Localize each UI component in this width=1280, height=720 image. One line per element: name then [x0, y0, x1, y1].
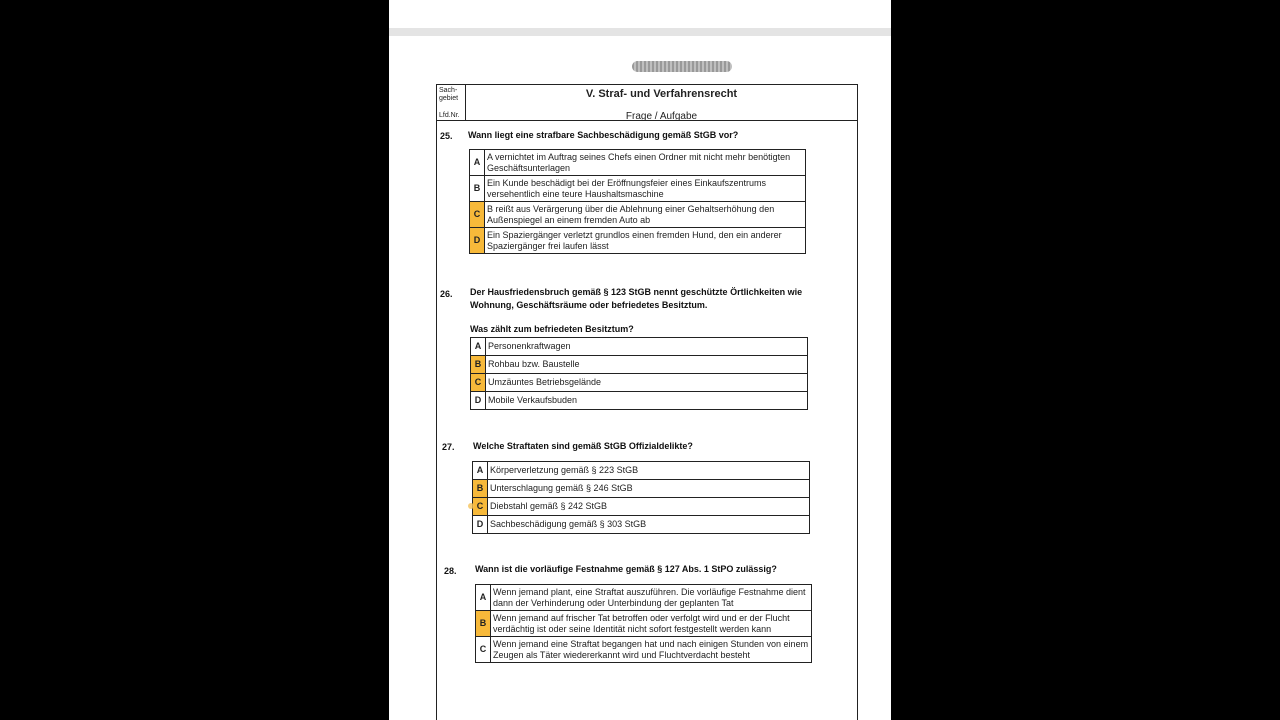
viewer-toolbar-strip [389, 28, 891, 36]
question-26-options [470, 337, 808, 410]
option-row[interactable] [470, 228, 806, 254]
option-letter: B [470, 176, 485, 202]
option-row[interactable] [471, 392, 808, 410]
option-text: Wenn jemand eine Straftat begangen hat und nach einigen Stunden von einem Zeugen als Täter wiedererkannt wird und Fluchtverdacht besteht [491, 637, 812, 663]
question-28-text: Wann ist die vorläufige Festnahme gemäß § 127 Abs. 1 StPO zulässig? [475, 564, 777, 574]
sachgebiet-label-2: gebiet [439, 95, 459, 102]
question-25-text: Wann liegt eine strafbare Sachbeschädigung gemäß StGB vor? [468, 130, 739, 140]
redacted-scribble [632, 61, 732, 72]
option-row[interactable] [476, 611, 812, 637]
option-row[interactable] [473, 480, 810, 498]
option-row[interactable] [476, 637, 812, 663]
question-25-options [469, 149, 806, 254]
option-text: Rohbau bzw. Baustelle [486, 356, 808, 374]
option-row[interactable] [473, 462, 810, 480]
option-row[interactable] [473, 516, 810, 534]
option-text: Mobile Verkaufsbuden [486, 392, 808, 410]
question-26-text: Der Hausfriedensbruch gemäß § 123 StGB nennt geschützte Örtlichkeiten wie Wohnung, Geschäftsräume oder befriedetes Besitztum. [470, 287, 803, 310]
question-27-number: 27. [442, 442, 455, 452]
highlighter-smudge [468, 503, 474, 509]
lfdnr-label: Lfd.Nr. [439, 112, 460, 119]
option-row[interactable] [470, 150, 806, 176]
option-letter: C [476, 637, 491, 663]
option-text: Unterschlagung gemäß § 246 StGB [488, 480, 810, 498]
question-27-text: Welche Straftaten sind gemäß StGB Offizialdelikte? [473, 441, 693, 451]
option-text: A vernichtet im Auftrag seines Chefs einen Ordner mit nicht mehr benötigten Geschäftsunterlagen [485, 150, 806, 176]
option-letter: A [471, 338, 486, 356]
option-text: Diebstahl gemäß § 242 StGB [488, 498, 810, 516]
document-header [436, 84, 858, 121]
option-text: Sachbeschädigung gemäß § 303 StGB [488, 516, 810, 534]
option-text: Umzäuntes Betriebsgelände [486, 374, 808, 392]
option-letter: D [473, 516, 488, 534]
option-letter: A [470, 150, 485, 176]
option-row[interactable] [471, 338, 808, 356]
question-25-number: 25. [440, 131, 453, 141]
option-row[interactable] [471, 374, 808, 392]
option-letter-highlighted: B [473, 480, 488, 498]
frame-left-line [436, 121, 437, 720]
header-left-cell [437, 85, 466, 120]
question-26-number: 26. [440, 289, 453, 299]
question-28-options [475, 584, 812, 663]
option-letter-highlighted: C [473, 498, 488, 516]
frame-right-line [857, 121, 858, 720]
option-letter-highlighted: B [476, 611, 491, 637]
page-subtitle: Frage / Aufgabe [625, 111, 698, 122]
option-text: B reißt aus Verärgerung über die Ablehnung einer Gehaltserhöhung den Außenspiegel an einem fremden Auto ab [485, 202, 806, 228]
question-27-options [472, 461, 810, 534]
option-letter-highlighted: C [470, 202, 485, 228]
option-text: Personenkraftwagen [486, 338, 808, 356]
option-text: Ein Kunde beschädigt bei der Eröffnungsfeier eines Einkaufszentrums versehentlich eine teure Haushaltsmaschine [485, 176, 806, 202]
option-letter-highlighted: B [471, 356, 486, 374]
option-row[interactable] [470, 176, 806, 202]
option-letter-highlighted: D [470, 228, 485, 254]
question-28-number: 28. [444, 566, 457, 576]
option-row[interactable] [471, 356, 808, 374]
option-row[interactable] [473, 498, 810, 516]
option-text: Ein Spaziergänger verletzt grundlos einen fremden Hund, den ein anderer Spaziergänger frei laufen lässt [485, 228, 806, 254]
question-26-subquestion: Was zählt zum befriedeten Besitztum? [470, 324, 634, 334]
option-letter: D [471, 392, 486, 410]
option-text: Wenn jemand auf frischer Tat betroffen oder verfolgt wird und er der Flucht verdächtig ist oder seine Identität nicht sofort festgestellt werden kann [491, 611, 812, 637]
sachgebiet-label: Sach- [439, 87, 458, 94]
option-row[interactable] [470, 202, 806, 228]
option-letter-highlighted: C [471, 374, 486, 392]
option-letter: A [473, 462, 488, 480]
page-title: V. Straf- und Verfahrensrecht [585, 88, 738, 100]
option-letter: A [476, 585, 491, 611]
option-text: Wenn jemand plant, eine Straftat auszuführen. Die vorläufige Festnahme dient dann der Verhinderung oder Unterbindung der geplanten Tat [491, 585, 812, 611]
document-page [389, 0, 891, 720]
option-row[interactable] [476, 585, 812, 611]
option-text: Körperverletzung gemäß § 223 StGB [488, 462, 810, 480]
